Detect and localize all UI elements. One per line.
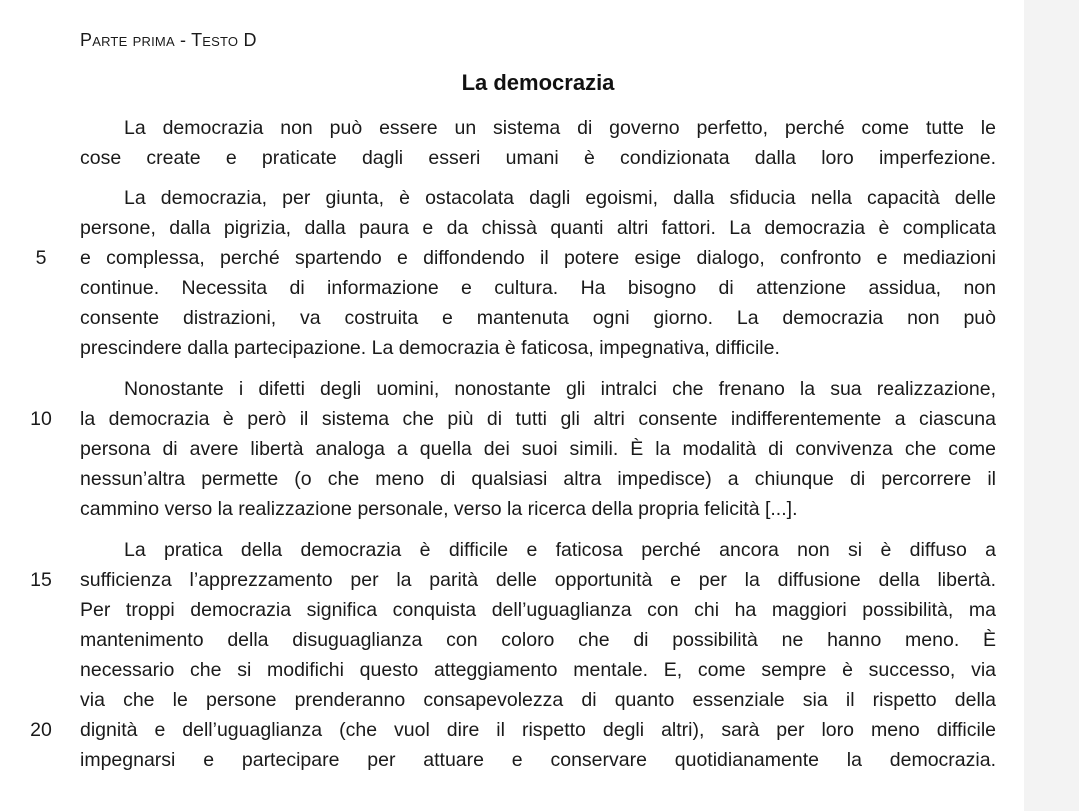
text-line: prescindere dalla partecipazione. La democrazia è faticosa, impegnativa, difficile. xyxy=(80,337,780,359)
text-line: Per troppi democrazia significa conquista dell’uguaglianza con chi ha maggiori possibilità, ma xyxy=(80,599,996,621)
text-line: impegnarsi e partecipare per attuare e conservare quotidianamente la democrazia. xyxy=(80,749,996,771)
text-line: sufficienza l’apprezzamento per la parità delle opportunità e per la diffusione della libertà. xyxy=(80,569,996,591)
line-number: 5 xyxy=(35,247,47,269)
text-line: dignità e dell’uguaglianza (che vuol dire il rispetto degli altri), sarà per loro meno difficile xyxy=(80,719,996,741)
line-number: 10 xyxy=(30,408,52,430)
text-line: cammino verso la realizzazione personale, verso la ricerca della propria felicità [...]. xyxy=(80,498,798,520)
text-line: mantenimento della disuguaglianza con coloro che di possibilità ne hanno meno. È xyxy=(80,629,996,651)
text-line: La democrazia, per giunta, è ostacolata dagli egoismi, dalla sfiducia nella capacità delle xyxy=(124,187,996,209)
text-line: necessario che si modifichi questo atteggiamento mentale. E, come sempre è successo, via xyxy=(80,659,996,681)
text-line: nessun’altra permette (o che meno di qualsiasi altra impedisce) a chiunque di percorrere il xyxy=(80,468,996,490)
text-line: Nonostante i difetti degli uomini, nonostante gli intralci che frenano la sua realizzazione, xyxy=(124,378,996,400)
text-line: persona di avere libertà analoga a quella dei suoi simili. È la modalità di convivenza che come xyxy=(80,438,996,460)
text-line: la democrazia è però il sistema che più di tutti gli altri consente indifferentemente a ciascuna xyxy=(80,408,996,430)
text-line: cose create e praticate dagli esseri umani è condizionata dalla loro imperfezione. xyxy=(80,147,996,169)
text-line: e complessa, perché spartendo e diffondendo il potere esige dialogo, confronto e mediazioni xyxy=(80,247,996,269)
text-line: La democrazia non può essere un sistema di governo perfetto, perché come tutte le xyxy=(124,117,996,139)
page-margin xyxy=(1024,0,1079,811)
text-line: La pratica della democrazia è difficile e faticosa perché ancora non si è diffuso a xyxy=(124,539,996,561)
text-line: consente distrazioni, va costruita e mantenuta ogni giorno. La democrazia non può xyxy=(80,307,996,329)
text-line: via che le persone prenderanno consapevolezza di quanto essenziale sia il rispetto della xyxy=(80,689,996,711)
line-number: 15 xyxy=(30,569,52,591)
line-number: 20 xyxy=(30,719,52,741)
section-label: Parte prima - Testo D xyxy=(80,30,257,50)
text-line: continue. Necessita di informazione e cultura. Ha bisogno di attenzione assidua, non xyxy=(80,277,996,299)
page-title: La democrazia xyxy=(461,70,615,95)
text-line: persone, dalla pigrizia, dalla paura e da chissà quanti altri fattori. La democrazia è complicata xyxy=(80,217,996,239)
